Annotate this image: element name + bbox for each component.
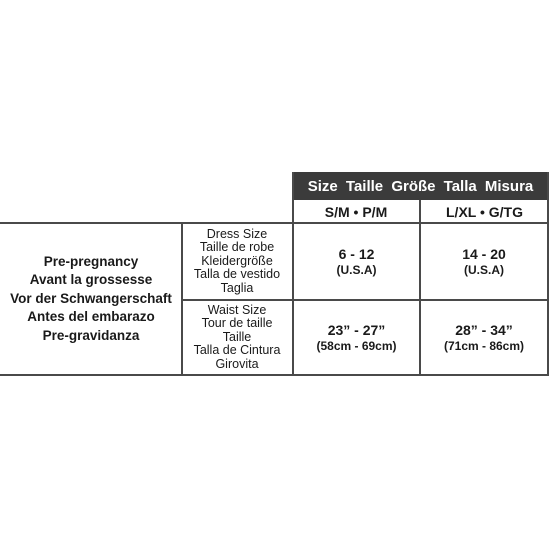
row-label-line: Tour de taille: [201, 316, 273, 331]
waist-range-inches: 23” - 27”: [327, 321, 386, 338]
size-region: (U.S.A): [464, 262, 504, 277]
waist-range-cm: (58cm - 69cm): [316, 338, 397, 353]
row-label-line: Dress Size: [206, 226, 268, 241]
row-label-line: Taille de robe: [199, 240, 275, 255]
dress-size-lxl-cell: [421, 224, 547, 299]
waist-size-lxl-cell: [421, 301, 547, 374]
waist-range-inches: 28” - 34”: [455, 321, 513, 338]
waist-size-label-cell: [182, 301, 292, 374]
row-label-line: Talla de vestido: [193, 267, 281, 282]
waist-size-sm-cell: [294, 301, 419, 374]
waist-range-cm: (71cm - 86cm): [443, 338, 525, 353]
row-label-line: Kleidergröße: [201, 253, 273, 268]
column-header-lxl: L/XL • G/TG: [446, 203, 523, 220]
category-line: Pre-pregnancy: [43, 253, 139, 269]
dress-size-sm-cell: [294, 224, 419, 299]
row-label-line: Talla de Cintura: [193, 343, 281, 358]
row-label-line: Taille: [222, 329, 252, 344]
size-range: 14 - 20: [462, 245, 506, 262]
divider: [547, 172, 549, 376]
category-line: Pre-gravidanza: [42, 327, 140, 343]
category-line: Antes del embarazo: [27, 309, 155, 325]
row-label-line: Waist Size: [207, 302, 267, 317]
column-header-sm: S/M • P/M: [324, 203, 388, 220]
size-header: Size Taille Größe Talla Misura: [292, 172, 549, 200]
dress-size-label-cell: [182, 224, 292, 299]
category-cell: [0, 223, 182, 375]
category-line: Avant la grossesse: [29, 272, 153, 288]
size-range: 6 - 12: [338, 245, 375, 262]
size-region: (U.S.A): [336, 262, 377, 277]
row-label-line: Taglia: [220, 280, 254, 295]
category-line: Vor der Schwangerschaft: [10, 290, 172, 306]
row-label-line: Girovita: [215, 356, 259, 371]
